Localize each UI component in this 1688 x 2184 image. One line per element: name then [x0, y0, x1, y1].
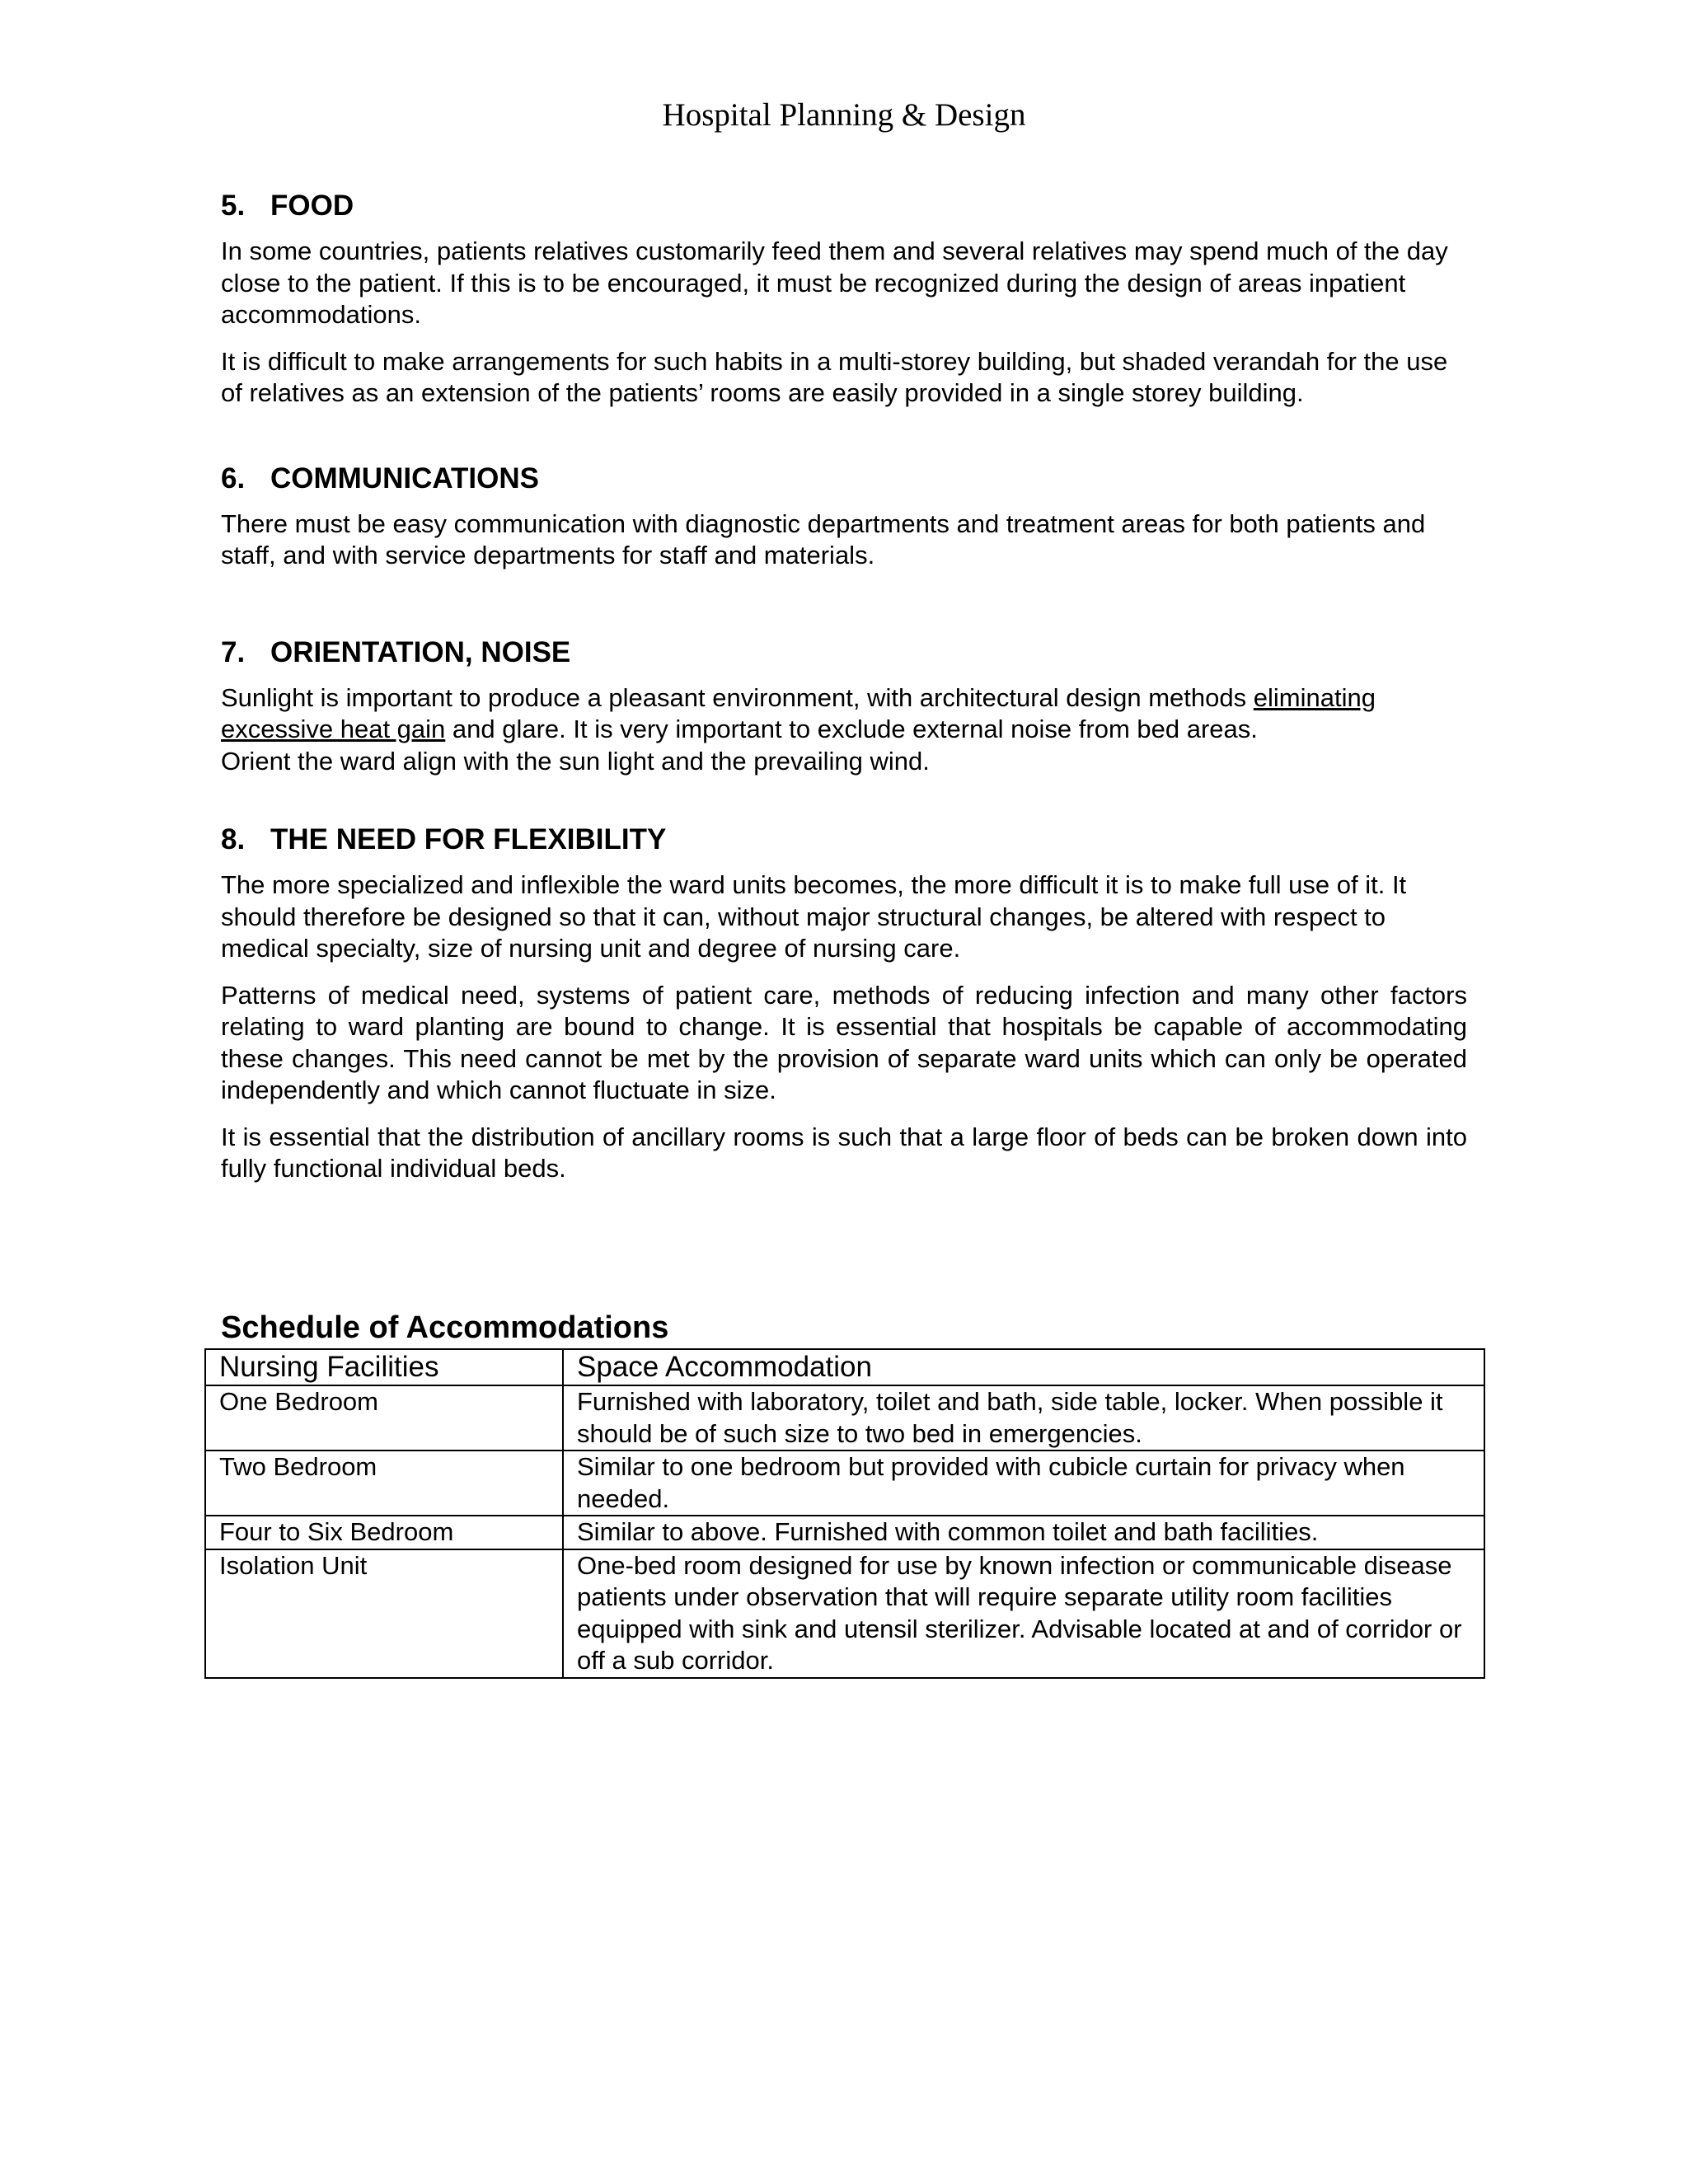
- section-number: 8.: [221, 823, 246, 855]
- paragraph: The more specialized and inflexible the ward units becomes, the more difficult it is to make full use of it. It should therefore be designed so that it can, without major structural changes, be altered with respect to medical specialty, size of nursing unit and degree of nursing care.: [221, 870, 1407, 963]
- schedule-table: [204, 1348, 1485, 1679]
- column-header: Space Accommodation: [563, 1349, 1484, 1385]
- section-food: [221, 188, 1467, 410]
- section-heading: [221, 461, 1467, 497]
- table-cell: Isolation Unit: [205, 1549, 563, 1678]
- section-orientation-noise: [221, 635, 1467, 778]
- text-run: Sunlight is important to produce a pleasant environment, with architectural design methods: [221, 682, 1254, 712]
- section-heading: [221, 822, 1467, 858]
- section-communications: [221, 461, 1467, 572]
- section-flexibility: [221, 822, 1467, 1185]
- paragraph: Patterns of medical need, systems of patient care, methods of reducing infection and many other factors relating to ward planting are bound to change. It is essential that hospitals be capable of accommodating these changes. This need cannot be met by the provision of separate ward units which can only be operated independently and which cannot fluctuate in size.: [221, 980, 1467, 1104]
- paragraph: It is essential that the distribution of ancillary rooms is such that a large floor of beds can be broken down into fully functional individual beds.: [221, 1122, 1467, 1183]
- underlined-text: eliminating excessive heat gain: [221, 682, 1376, 743]
- paragraph: [221, 682, 1457, 746]
- table-row: [205, 1385, 1484, 1451]
- schedule-title: Schedule of Accommodations: [221, 1310, 669, 1345]
- section-number: 6.: [221, 462, 246, 494]
- table-row: [205, 1549, 1484, 1678]
- paragraph: It is difficult to make arrangements for such habits in a multi-storey building, but shaded verandah for the use of relatives as an extension of the patients’ rooms are easily provided in a single storey building.: [221, 346, 1448, 407]
- section-heading: [221, 188, 1467, 224]
- column-header: Nursing Facilities: [205, 1349, 563, 1385]
- section-title: THE NEED FOR FLEXIBILITY: [270, 823, 667, 855]
- table-cell: One-bed room designed for use by known infection or communicable disease patients under observation that will require separate utility room facilities equipped with sink and utensil sterilizer. Advisable located at and of corridor or off a sub corridor.: [563, 1549, 1484, 1678]
- table-cell: Similar to one bedroom but provided with cubicle curtain for privacy when needed.: [563, 1451, 1484, 1516]
- section-heading: [221, 635, 1467, 671]
- paragraph-line: Orient the ward align with the sun light and the prevailing wind.: [221, 746, 930, 776]
- section-number: 5.: [221, 190, 246, 222]
- table-header-row: [205, 1349, 1484, 1385]
- section-title: ORIENTATION, NOISE: [270, 635, 571, 668]
- document-body: [221, 188, 1467, 1185]
- running-head: Hospital Planning & Design: [662, 97, 1026, 133]
- paragraph: In some countries, patients relatives customarily feed them and several relatives may spend much of the day close to the patient. If this is to be encouraged, it must be recognized during the design of areas inpatient accommodations.: [221, 237, 1448, 329]
- section-number: 7.: [221, 635, 246, 668]
- table-cell: Four to Six Bedroom: [205, 1516, 563, 1549]
- table-cell: Two Bedroom: [205, 1451, 563, 1516]
- text-run: and glare. It is very important to exclude external noise from bed areas.: [445, 715, 1258, 743]
- table-cell: Furnished with laboratory, toilet and bath, side table, locker. When possible it should be of such size to two bed in emergencies.: [563, 1385, 1484, 1451]
- section-title: FOOD: [270, 190, 354, 222]
- paragraph: There must be easy communication with diagnostic departments and treatment areas for both patients and staff, and with service departments for staff and materials.: [221, 509, 1426, 569]
- table-cell: One Bedroom: [205, 1385, 563, 1451]
- section-title: COMMUNICATIONS: [270, 462, 539, 494]
- table-cell: Similar to above. Furnished with common toilet and bath facilities.: [563, 1516, 1484, 1549]
- table-row: [205, 1451, 1484, 1516]
- table-row: [205, 1516, 1484, 1549]
